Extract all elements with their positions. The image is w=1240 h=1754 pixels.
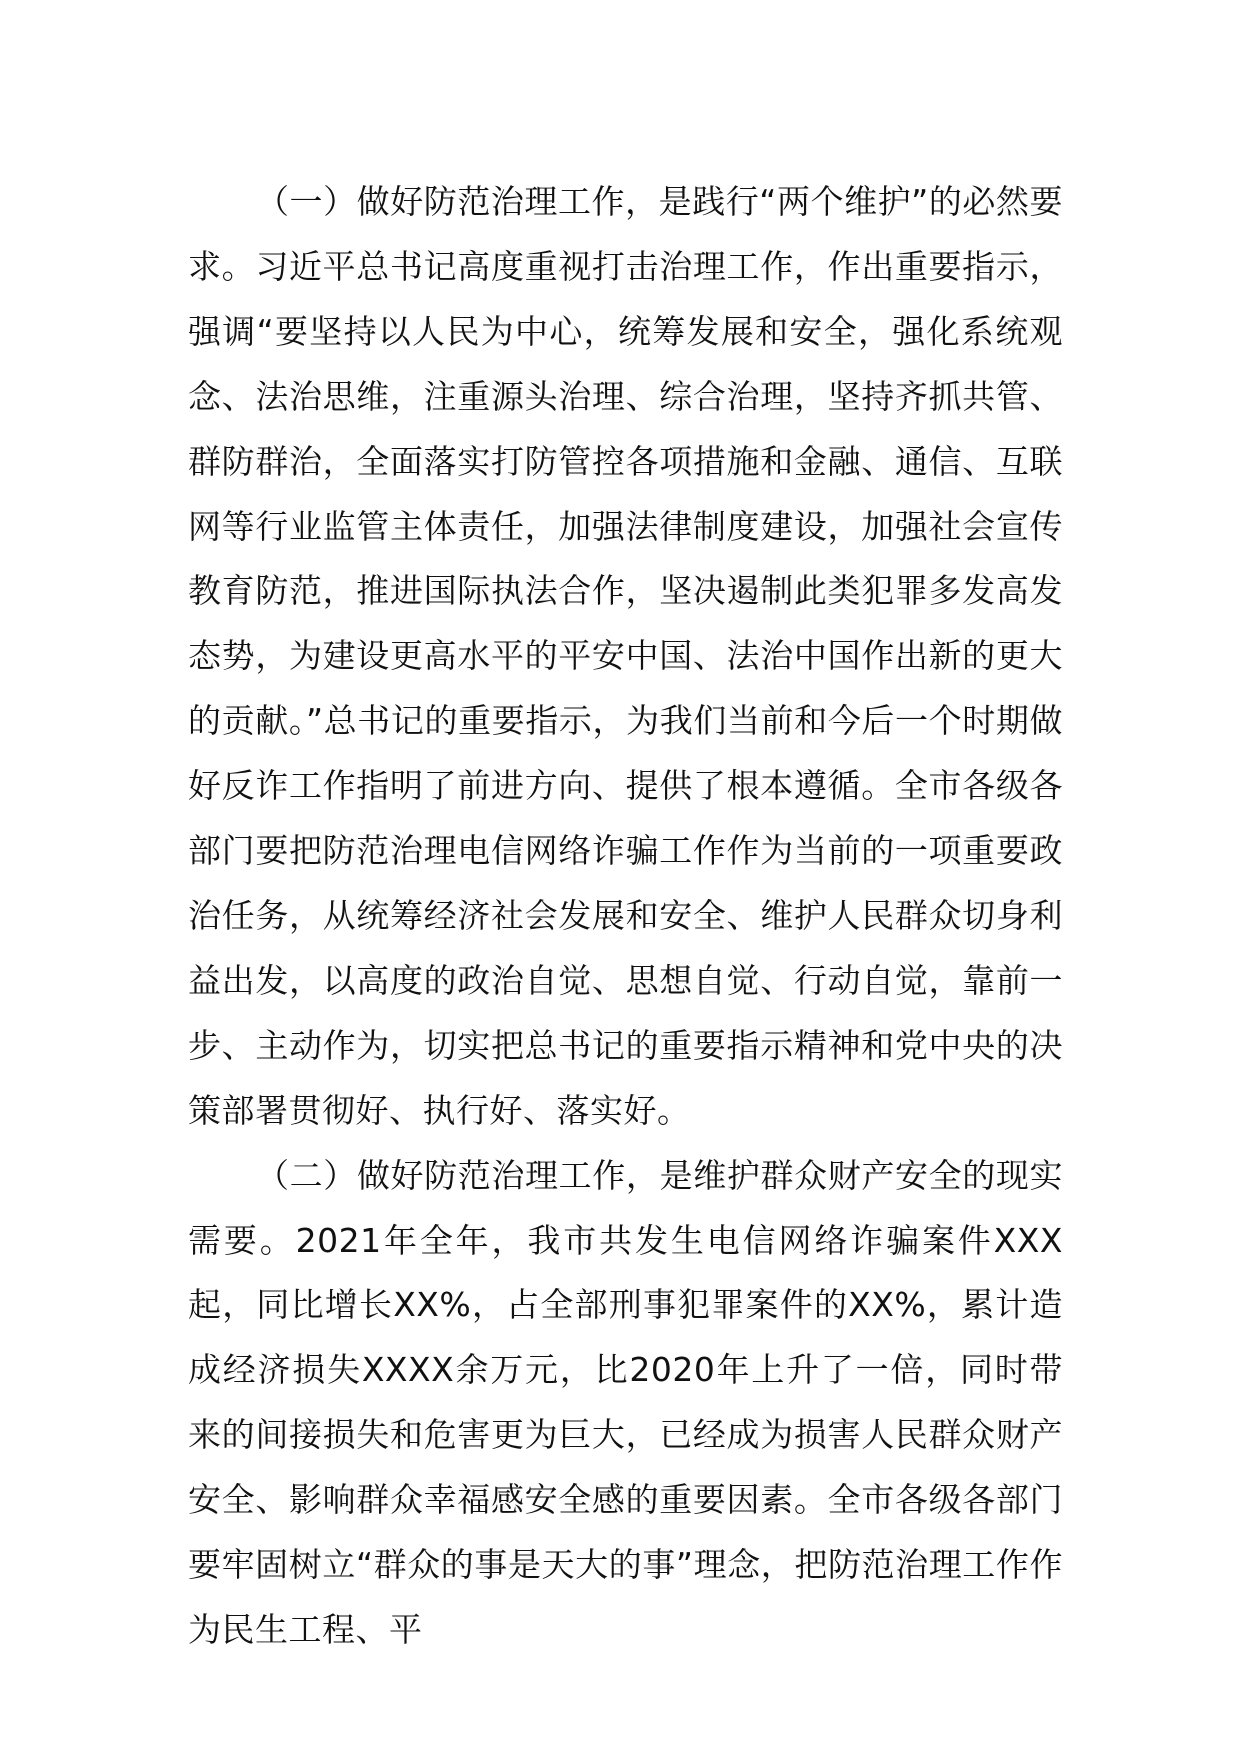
document-body xyxy=(188,170,1063,1663)
paragraph-2: （二）做好防范治理工作，是维护群众财产安全的现实需要。2021年全年，我市共发生电信网络诈骗案件XXX起，同比增长XX%，占全部刑事犯罪案件的XX%，累计造成经济损失XXXX余万元，比2020年上升了一倍，同时带来的间接损失和危害更为巨大，已经成为损害人民群众财产安全、影响群众幸福感安全感的重要因素。全市各级各部门要牢固树立“群众的事是天大的事”理念，把防范治理工作作为民生工程、平 xyxy=(188,1155,1063,1649)
paragraph-1: （一）做好防范治理工作，是践行“两个维护”的必然要求。习近平总书记高度重视打击治理工作，作出重要指示，强调“要坚持以人民为中心，统筹发展和安全，强化系统观念、法治思维，注重源头治理、综合治理，坚持齐抓共管、群防群治，全面落实打防管控各项措施和金融、通信、互联网等行业监管主体责任，加强法律制度建设，加强社会宣传教育防范，推进国际执法合作，坚决遏制此类犯罪多发高发态势，为建设更高水平的平安中国、法治中国作出新的更大的贡献。”总书记的重要指示，为我们当前和今后一个时期做好反诈工作指明了前进方向、提供了根本遵循。全市各级各部门要把防范治理电信网络诈骗工作作为当前的一项重要政治任务，从统筹经济社会发展和安全、维护人民群众切身利益出发，以高度的政治自觉、思想自觉、行动自觉，靠前一步、主动作为，切实把总书记的重要指示精神和党中央的决策部署贯彻好、执行好、落实好。 xyxy=(188,182,1063,1130)
